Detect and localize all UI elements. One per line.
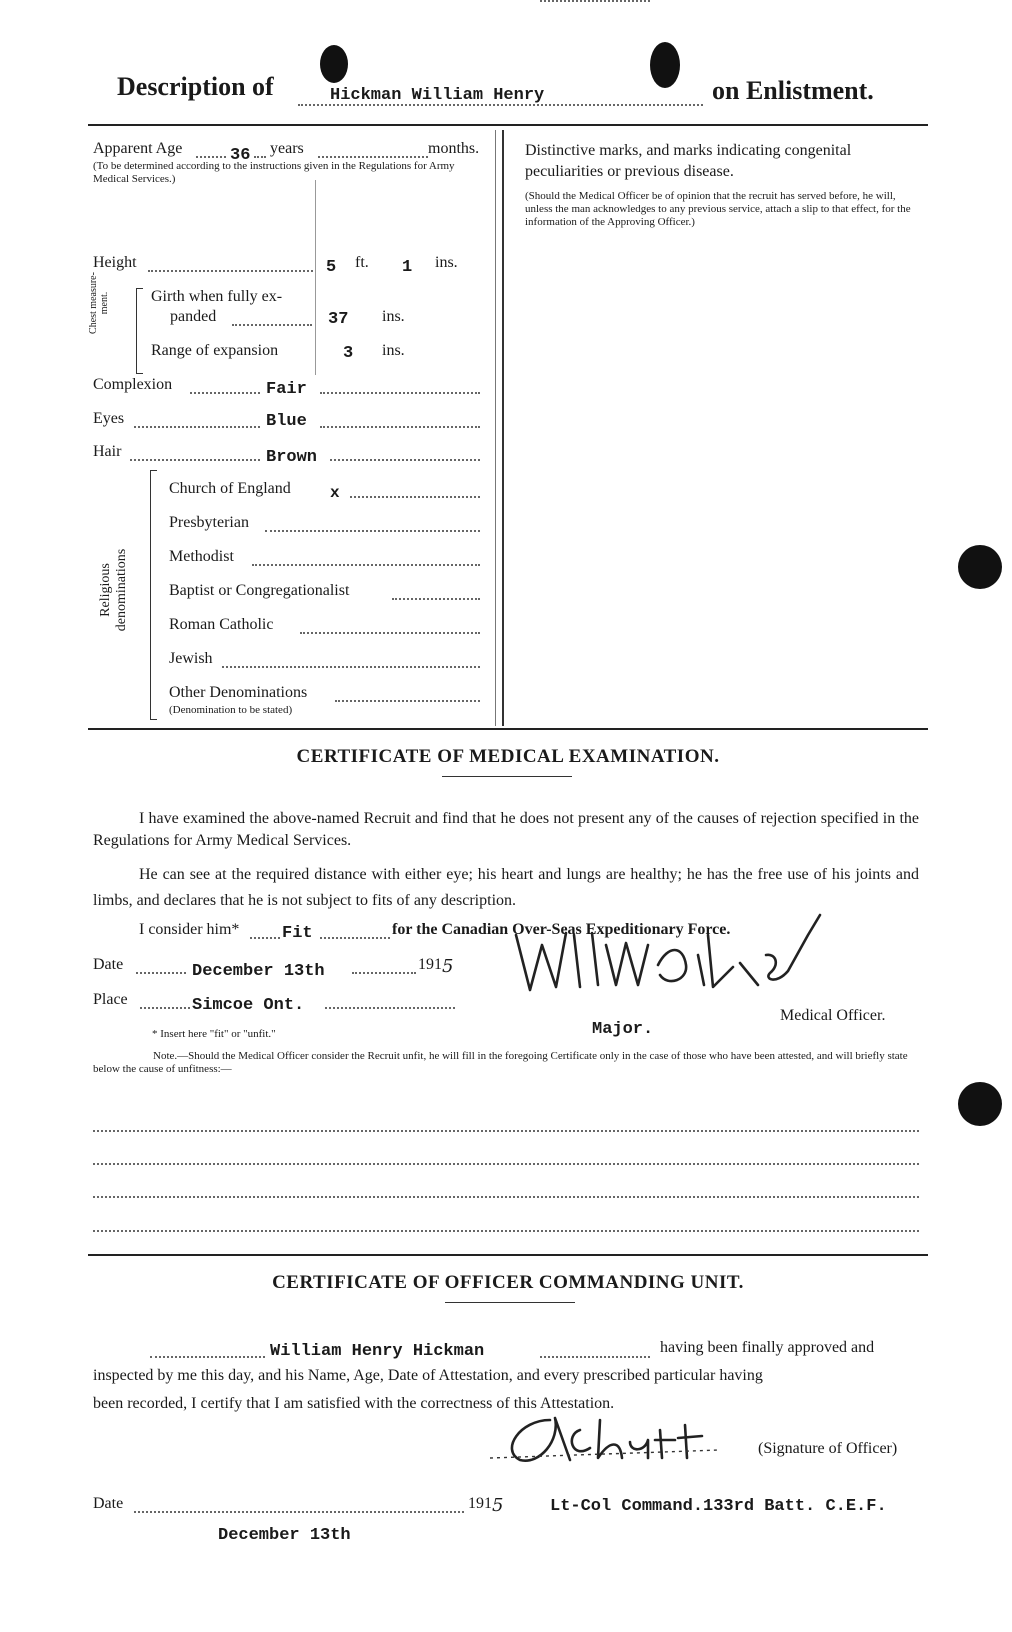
left-inner-divider [315,180,316,375]
commanded-name-value: William Henry Hickman [270,1342,485,1361]
girth-unit: ins. [382,308,405,325]
religion-item: Other Denominations [169,684,308,701]
girth-label-2: panded [170,308,217,325]
medical-officer-label: Medical Officer. [780,1007,886,1024]
girth-value: 37 [328,310,349,329]
distinctive-marks-note: (Should the Medical Officer be of opinion that the recruit has served before, he will, unless the man acknowledges to any previous service, attach a slip to that effect, for the information of the Approving Officer.) [525,190,911,228]
ink-blot [650,42,680,88]
ink-blot [320,45,348,83]
punch-hole [958,545,1002,589]
column-divider [502,130,504,726]
range-value: 3 [343,344,354,363]
hair-value: Brown [266,448,318,467]
unfitness-line [93,1196,919,1198]
eyes-value: Blue [266,412,307,431]
punch-hole [958,1082,1002,1126]
range-label: Range of expansion [151,342,279,359]
religion-item: Church of England [169,480,291,497]
age-value: 36 [230,146,251,165]
height-label: Height [93,254,137,271]
header-title-right: on Enlistment. [712,76,874,105]
commanding-year-prefix: 191 [468,1495,492,1512]
commanding-date-label: Date [93,1495,124,1512]
religion-item: Presbyterian [169,514,249,531]
commanding-title-value: Lt-Col Command.133rd Batt. C.E.F. [550,1497,887,1516]
chest-bracket [136,288,143,374]
commanding-date-value: December 13th [218,1526,351,1545]
year-suffix: 5 [442,956,454,977]
header-name-line [298,104,703,106]
medical-heading-underline [442,776,572,777]
eyes-label: Eyes [93,410,125,427]
column-divider-inner [495,130,496,726]
religion-label: Religious denominations [98,548,129,632]
age-years-label: years [270,140,304,157]
commanding-text-1: having been finally approved and [660,1339,875,1356]
header-title-left: Description of [117,72,274,101]
religion-item: Methodist [169,548,234,565]
girth-label-1: Girth when fully ex- [151,288,283,305]
date-label: Date [93,956,124,973]
commanding-officer-signature [480,1400,760,1470]
medical-para-1: I have examined the above-named Recruit and find that he does not present any of the causes of rejection specified in the Regulations for Army Medical Services. [93,810,919,849]
medical-note: Note.—Should the Medical Officer consider the Recruit unfit, he will fill in the foregoing Certificate only in the case of those who have been attested, and will briefly state below the cause of unfitness:— [93,1050,908,1075]
signature-of-officer-label: (Signature of Officer) [758,1440,898,1457]
commanding-heading-underline [445,1302,575,1303]
age-note: (To be determined according to the instructions given in the Regulations for Army Medical Services.) [93,160,455,185]
year-prefix: 191 [418,956,442,973]
complexion-label: Complexion [93,376,173,393]
commanding-text-2: inspected by me this day, and his Name, Age, Date of Attestation, and every prescribed particular having [93,1367,763,1384]
religion-item: Baptist or Congregationalist [169,582,350,599]
date-value: December 13th [192,962,325,981]
consider-label: I consider him* [139,921,240,938]
rank-value: Major. [592,1020,654,1039]
height-in-label: ins. [435,254,458,271]
religion-item: Jewish [169,650,213,667]
place-label: Place [93,991,128,1008]
consider-suffix: for the Canadian Over-Seas Expeditionary Force. [392,921,731,938]
commanding-heading: CERTIFICATE OF OFFICER COMMANDING UNIT. [272,1272,744,1293]
place-value: Simcoe Ont. [192,996,305,1015]
range-unit: ins. [382,342,405,359]
commanding-text-3: been recorded, I certify that I am satisfied with the correctness of this Attestation. [93,1395,615,1412]
medical-para-2: He can see at the required distance with either eye; his heart and lungs are healthy; he has the free use of his joints and limbs, and declares that he is not subject to fits of any description. [93,866,919,909]
religion-mark: x [330,484,340,502]
insert-note: * Insert here "fit" or "unfit." [152,1028,276,1040]
chest-label: Chest measure-ment. [88,272,110,334]
height-ft-label: ft. [355,254,369,271]
section-rule-1 [88,728,928,730]
hair-label: Hair [93,443,122,460]
religion-bracket [150,470,157,720]
denomination-note: (Denomination to be stated) [169,704,293,716]
height-in-value: 1 [402,258,413,277]
section-rule-2 [88,1254,928,1256]
medical-heading: CERTIFICATE OF MEDICAL EXAMINATION. [296,746,720,767]
header-name: Hickman William Henry [330,86,545,105]
distinctive-marks-title: Distinctive marks, and marks indicating congenital peculiarities or previous disease. [525,142,852,180]
header-rule [88,124,928,126]
unfitness-line [93,1230,919,1232]
age-months-label: months. [428,140,480,157]
religion-item: Roman Catholic [169,616,274,633]
age-label: Apparent Age [93,140,183,157]
commanding-year-suffix: 5 [492,1495,504,1516]
medical-officer-signature [508,905,838,1005]
complexion-value: Fair [266,380,307,399]
unfitness-line [93,1163,919,1165]
unfitness-line [93,1130,919,1132]
height-ft-value: 5 [326,258,337,277]
consider-value: Fit [282,924,313,943]
